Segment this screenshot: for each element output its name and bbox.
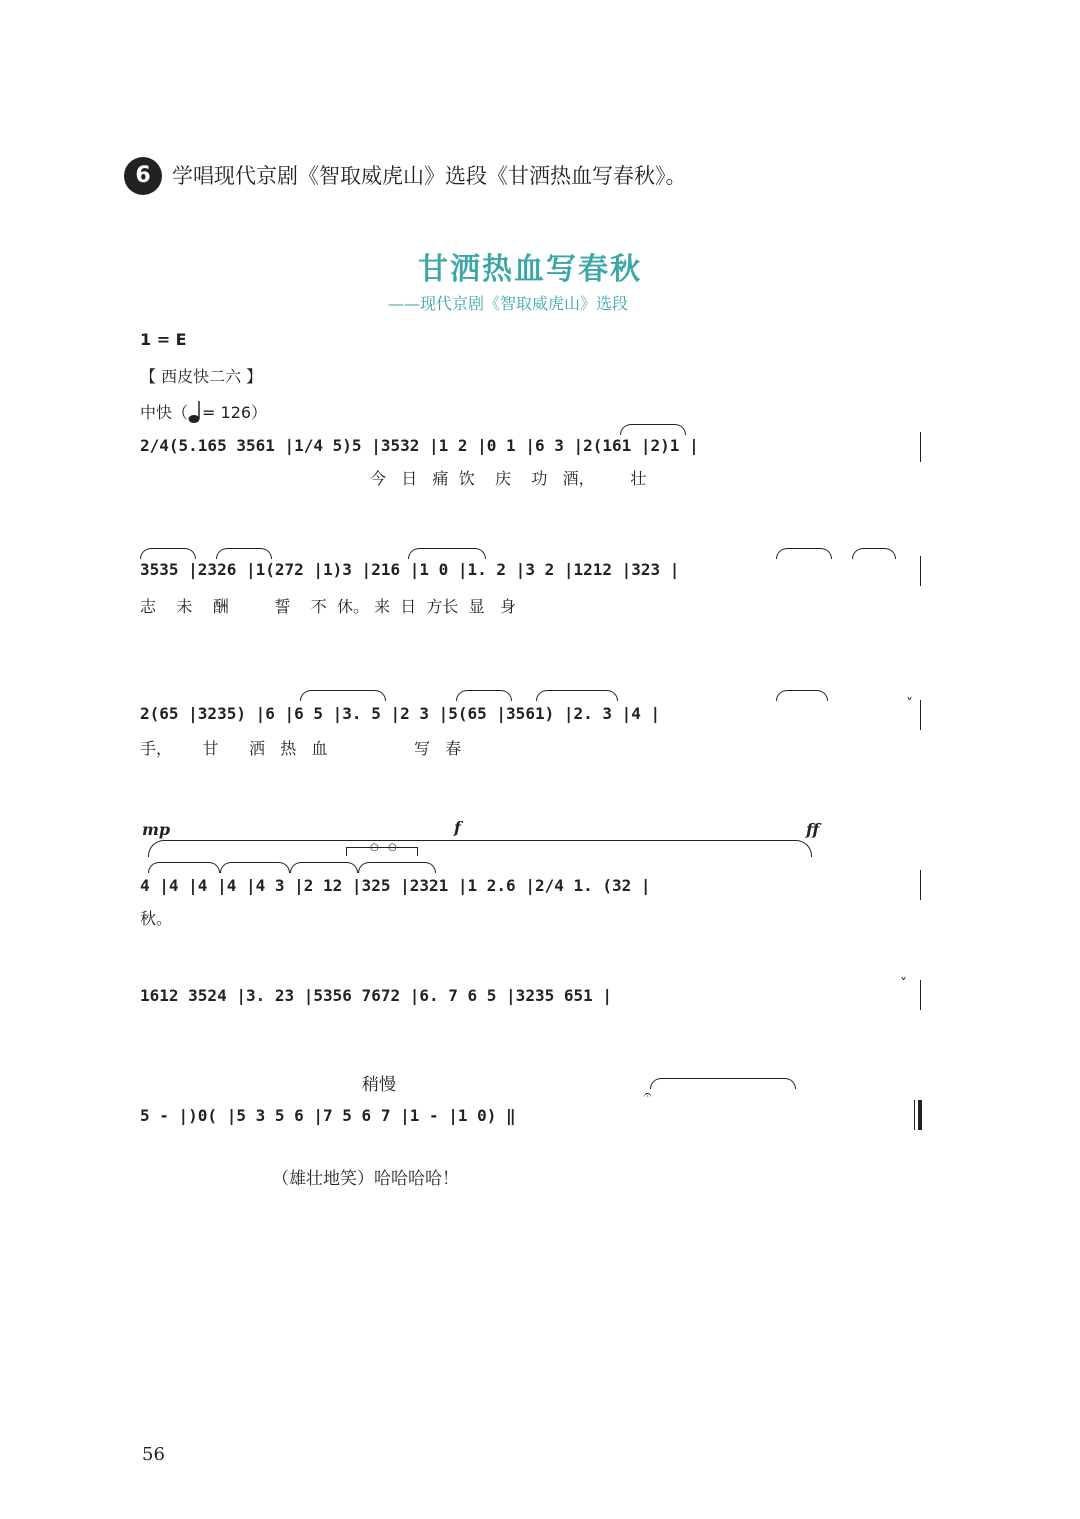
exercise-number-badge: 6 bbox=[124, 157, 162, 195]
bar-line bbox=[920, 870, 921, 900]
lyrics-line-1: 今 日 痛 饮 庆 功 酒， 壮 bbox=[370, 469, 647, 488]
dynamic-mp: mp bbox=[142, 820, 171, 839]
page-number: 56 bbox=[142, 1444, 165, 1465]
lyrics-line-3: 手， 甘 洒 热 血 写 春 bbox=[140, 739, 462, 758]
bar-line bbox=[920, 980, 921, 1010]
tie bbox=[290, 862, 358, 873]
slur bbox=[650, 1078, 796, 1089]
slur bbox=[852, 548, 896, 559]
notation-line-6: 5 - |)0( |5 3 5 6 |7 5 6 7 |1 - |1 0) ‖ bbox=[140, 1106, 516, 1125]
bar-line bbox=[920, 556, 921, 586]
notation-line-3: 2(65 |3235) |6 |6 5 |3. 5 |2 3 |5(65 |3561) |2. 3 |4 | bbox=[140, 704, 661, 723]
slur bbox=[408, 548, 486, 559]
bar-line bbox=[920, 700, 921, 730]
slur bbox=[776, 690, 828, 701]
notation-line-5: 1612 3524 |3. 23 |5356 7672 |6. 7 6 5 |3235 651 | bbox=[140, 986, 613, 1005]
bar-line bbox=[920, 432, 921, 462]
final-bar-thin bbox=[914, 1100, 915, 1130]
lyrics-line-6: （雄壮地笑）哈哈哈哈！ bbox=[272, 1169, 459, 1189]
final-bar-thick bbox=[918, 1100, 922, 1130]
breath-mark-icon: ˅ bbox=[900, 976, 907, 992]
notation-line-4: 4 |4 |4 |4 |4 3 |2 12 |325 |2321 |1 2.6 |2/4 1. (32 | bbox=[140, 876, 651, 895]
exercise-instruction: 学唱现代京剧《智取威虎山》选段《甘洒热血写春秋》。 bbox=[172, 164, 687, 188]
tempo-change: 稍慢 bbox=[362, 1075, 396, 1095]
tempo-word: 中快（ bbox=[140, 403, 189, 422]
slur bbox=[216, 548, 272, 559]
circle-mark-icon: ○ bbox=[388, 842, 397, 853]
tempo-value: = 126） bbox=[202, 403, 268, 422]
slur bbox=[300, 690, 386, 701]
circle-mark-icon: ○ bbox=[370, 842, 379, 853]
phrase-slur bbox=[148, 840, 812, 857]
slur bbox=[456, 690, 512, 701]
tie bbox=[358, 862, 436, 873]
slur bbox=[140, 548, 196, 559]
breath-mark-icon: ˅ bbox=[906, 696, 913, 712]
quarter-note-icon bbox=[188, 400, 202, 424]
slur bbox=[776, 548, 832, 559]
slur bbox=[620, 424, 686, 435]
style-label: 【 西皮快二六 】 bbox=[140, 367, 263, 386]
dynamic-ff: ff bbox=[806, 820, 820, 839]
tie bbox=[220, 862, 290, 873]
song-subtitle: ——现代京剧《智取威虎山》选段 bbox=[388, 294, 629, 313]
lyrics-line-2: 志 未 酬 誓 不 休。 来 日 方长 显 身 bbox=[140, 597, 516, 616]
key-signature: 1 = E bbox=[140, 330, 187, 349]
bracket bbox=[346, 847, 418, 856]
tie bbox=[148, 862, 220, 873]
dynamic-f: f bbox=[454, 818, 461, 837]
tempo-marking bbox=[140, 400, 267, 424]
notation-line-2: 3535 |2326 |1(272 |1)3 |216 |1 0 |1. 2 |3 2 |1212 |323 | bbox=[140, 560, 680, 579]
slur bbox=[536, 690, 618, 701]
fermata-icon: 𝄐 bbox=[644, 1088, 652, 1103]
notation-line-1: 2/4(5.165 3561 |1/4 5)5 |3532 |1 2 |0 1 |6 3 |2(161 |2)1 | bbox=[140, 436, 699, 455]
lyrics-line-4: 秋。 bbox=[140, 909, 173, 928]
song-title: 甘洒热血写春秋 bbox=[418, 252, 642, 287]
